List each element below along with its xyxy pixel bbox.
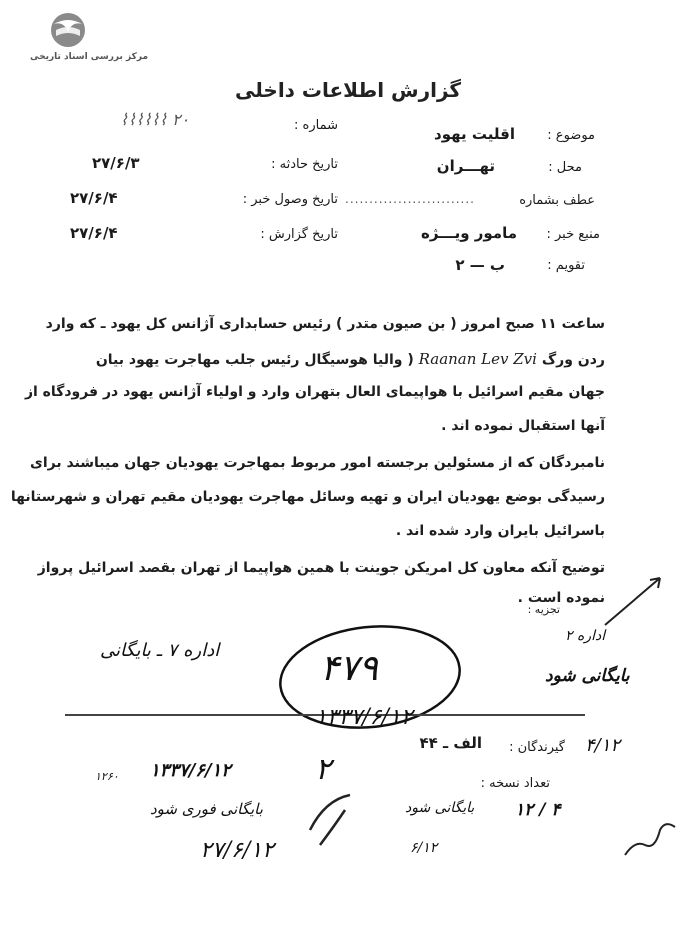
hand-two: ۲ xyxy=(315,752,332,787)
event-date-label: تاریخ حادثه : xyxy=(271,157,338,172)
initials-mark-icon xyxy=(620,815,680,865)
arrow-mark-icon xyxy=(600,570,670,630)
number-label: شماره : xyxy=(294,118,338,133)
archive-logo xyxy=(30,10,149,62)
hand-bottom-left: ۲۷/۶/۱۲ xyxy=(200,838,274,863)
body-line-4: آنها استقبال نموده اند . xyxy=(441,418,605,434)
receive-date-label: تاریخ وصول خبر : xyxy=(242,192,338,207)
source-value: مامور ویـــژه xyxy=(421,224,517,242)
subject-label: موضوع : xyxy=(547,128,595,143)
hand-fraction: ۱۲ / ۴ xyxy=(515,800,561,820)
ref-label: عطف بشماره xyxy=(519,193,595,208)
event-date-value: ۲۷/۶/۳ xyxy=(92,154,140,172)
place-value: تهـــران xyxy=(436,157,495,175)
hand-sig-a: اداره ۲ xyxy=(565,628,606,644)
body-line-2-rest: ( والیا هوسیگال رئیس جلب مهاجرت یهود بیان xyxy=(95,352,414,368)
number-scribble: ⌇⌇⌇⌇⌇⌇ xyxy=(120,110,172,129)
report-date-value: ۲۷/۶/۴ xyxy=(70,224,118,242)
hand-left-note: بایگانی فوری شود xyxy=(150,800,263,818)
subject-value: اقلیت یهود xyxy=(434,125,515,143)
hand-date-center: ۱۳۳۷/۶/۱۲ xyxy=(315,705,413,730)
body-line-2-latin: Raanan Lev Zvi xyxy=(418,350,537,368)
rating-label: تقویم : xyxy=(547,258,585,273)
hand-date-left: ۱۳۳۷/۶/۱۲ xyxy=(150,760,231,781)
number-value-text: ۲۰ xyxy=(171,110,190,129)
place-label: محل : xyxy=(548,160,582,175)
hand-code: ۱۲۶۰ xyxy=(95,770,119,783)
body-line-7: باسرائیل بایران وارد شده اند . xyxy=(395,523,605,539)
circled-number: ۴۷۹ xyxy=(320,648,379,689)
ref-dots: ........................... xyxy=(345,192,475,206)
hand-sig-b: بایگانی شود xyxy=(545,666,630,686)
logo-text: مرکز بررسی اسناد تاریخی xyxy=(30,52,149,62)
body-line-6: رسیدگی بوضع یهودیان ایران و تهیه وسائل مهاجرت یهودیان مقیم تهران و شهرستانها xyxy=(10,489,605,505)
body-line-1: ساعت ۱۱ صبح امروز ( بن صیون متدر ) رئیس حسابداری آژانس کل یهود ـ که وارد xyxy=(45,316,605,332)
number-value xyxy=(120,110,189,129)
analysis-label: تجزیه : xyxy=(527,603,560,616)
report-title: گزارش اطلاعات داخلی xyxy=(235,78,462,102)
body-line-3: جهان مقیم اسرائیل با هواپیمای العال بتهران وارد و اولیاء آژانس یهود در فرودگاه از xyxy=(24,384,605,400)
receive-date-value: ۲۷/۶/۴ xyxy=(70,189,118,207)
body-line-5: نامبردگان که از مسئولین برجسته امور مربوط بمهاجرت یهودیان جهان میباشند برای xyxy=(30,455,605,471)
body-line-9: نموده است . xyxy=(517,590,605,606)
hand-sig-c: ۴/۱۲ xyxy=(585,735,621,756)
check-mark-icon xyxy=(300,790,360,850)
hand-note-left: اداره ۷ ـ بایگانی xyxy=(100,640,220,661)
body-line-8: توضیح آنکه معاون کل امریکن جوینت با همین هواپیما از تهران بقصد اسرائیل پرواز xyxy=(37,560,605,576)
source-label: منبع خبر : xyxy=(546,227,600,242)
recipients-value: الف ـ ۴۴ xyxy=(419,734,482,752)
rating-value: ب — ۲ xyxy=(455,256,505,274)
hand-sig-d: بایگانی شود xyxy=(405,800,475,816)
copies-label: تعداد نسخه : xyxy=(480,776,550,791)
report-date-label: تاریخ گزارش : xyxy=(260,227,338,242)
hand-sig-e: ۶/۱۲ xyxy=(410,840,438,856)
recipients-label: گیرندگان : xyxy=(509,740,565,755)
body-line-2 xyxy=(96,350,605,368)
body-line-2-name: ردن ورگ xyxy=(541,352,605,368)
archive-emblem-icon xyxy=(38,10,98,50)
